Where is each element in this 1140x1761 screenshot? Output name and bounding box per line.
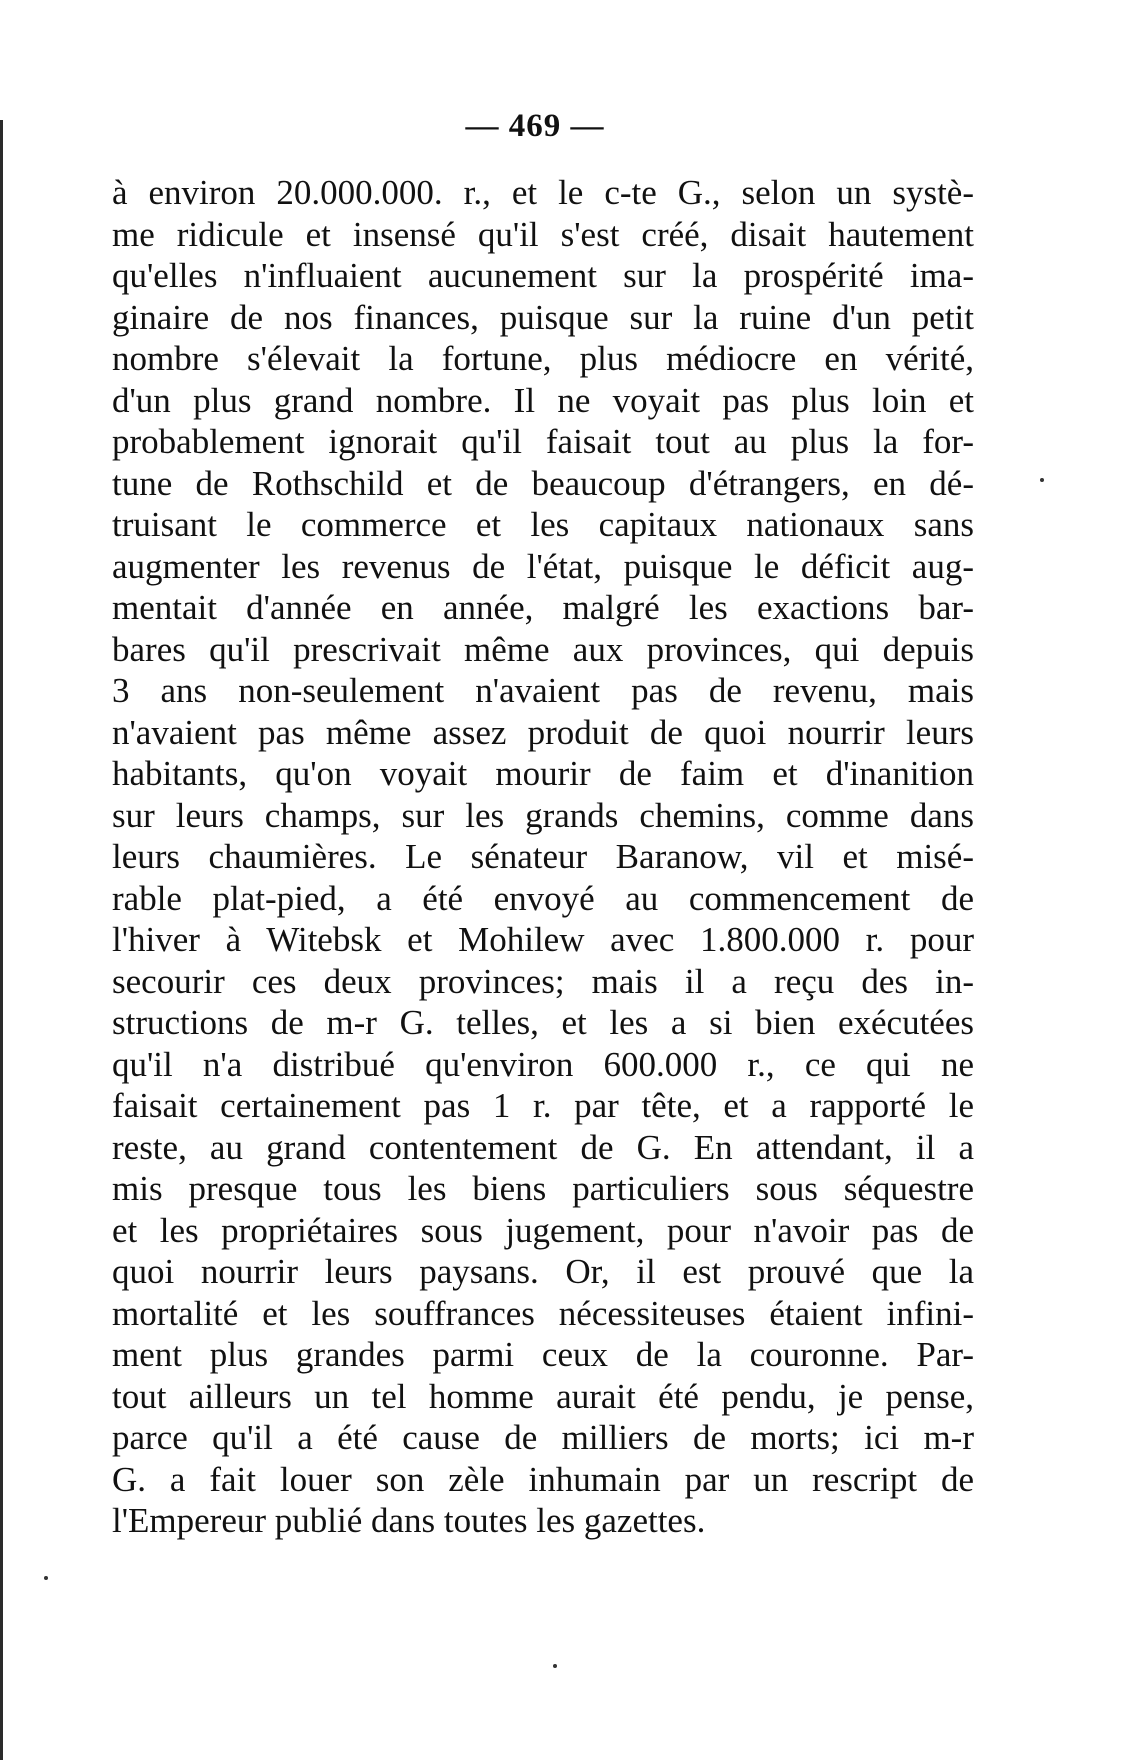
text-line: 3 ans non-seulement n'avaient pas de revenu, mais [112,671,974,710]
text-line: me ridicule et insensé qu'il s'est créé, disait hautement [112,214,974,254]
text-line: sur leurs champs, sur les grands chemins, comme dans [112,795,974,835]
text-line: n'avaient pas même assez produit de quoi nourrir leurs [112,712,974,752]
text-line: rable plat-pied, a été envoyé au commencement de [112,878,974,918]
text-line: parce qu'il a été cause de milliers de morts; ici m-r [112,1418,974,1457]
text-line: reste, au grand contentement de G. En attendant, il a [112,1127,974,1167]
text-line: truisant le commerce et les capitaux nationaux sans [112,505,974,544]
text-line: structions de m-r G. telles, et les a si bien exécutées [112,1003,974,1042]
text-line: leurs chaumières. Le sénateur Baranow, vil et misé- [112,837,974,876]
print-speck [44,1576,48,1580]
text-line: qu'il n'a distribué qu'environ 600.000 r., ce qui ne [112,1044,974,1084]
text-line: probablement ignorait qu'il faisait tout au plus la for- [112,422,974,461]
text-line: bares qu'il prescrivait même aux provinces, qui depuis [112,629,974,669]
text-line: ment plus grandes parmi ceux de la couronne. Par- [112,1335,974,1374]
text-line: et les propriétaires sous jugement, pour n'avoir pas de [112,1210,974,1250]
text-line: mentait d'année en année, malgré les exactions bar- [112,588,974,627]
text-line: mis presque tous les biens particuliers sous séquestre [112,1169,974,1208]
text-line: l'Empereur publié dans toutes les gazettes. [112,1501,706,1540]
text-line: augmenter les revenus de l'état, puisque le déficit aug- [112,546,974,586]
text-line: à environ 20.000.000. r., et le c-te G., selon un systè- [112,173,974,212]
body-text [112,172,974,1542]
text-line: nombre s'élevait la fortune, plus médiocre en vérité, [112,339,974,378]
text-line: habitants, qu'on voyait mourir de faim et d'inanition [112,754,974,793]
page-number: — 469 — [465,108,605,144]
text-line: quoi nourrir leurs paysans. Or, il est prouvé que la [112,1252,974,1291]
text-line: G. a fait louer son zèle inhumain par un rescript de [112,1459,974,1499]
print-speck [1040,478,1044,482]
print-speck [553,1664,557,1668]
text-line: d'un plus grand nombre. Il ne voyait pas plus loin et [112,380,974,420]
text-line: l'hiver à Witebsk et Mohilew avec 1.800.000 r. pour [112,920,974,959]
text-line: secourir ces deux provinces; mais il a reçu des in- [112,961,974,1001]
text-line: faisait certainement pas 1 r. par tête, et a rapporté le [112,1086,974,1125]
text-line: mortalité et les souffrances nécessiteuses étaient infini- [112,1293,974,1333]
text-line: tout ailleurs un tel homme aurait été pendu, je pense, [112,1376,974,1416]
page-edge-shadow [0,120,3,1760]
text-line: tune de Rothschild et de beaucoup d'étrangers, en dé- [112,463,974,503]
text-line: qu'elles n'influaient aucunement sur la prospérité ima- [112,256,974,295]
text-line: ginaire de nos finances, puisque sur la ruine d'un petit [112,297,974,337]
